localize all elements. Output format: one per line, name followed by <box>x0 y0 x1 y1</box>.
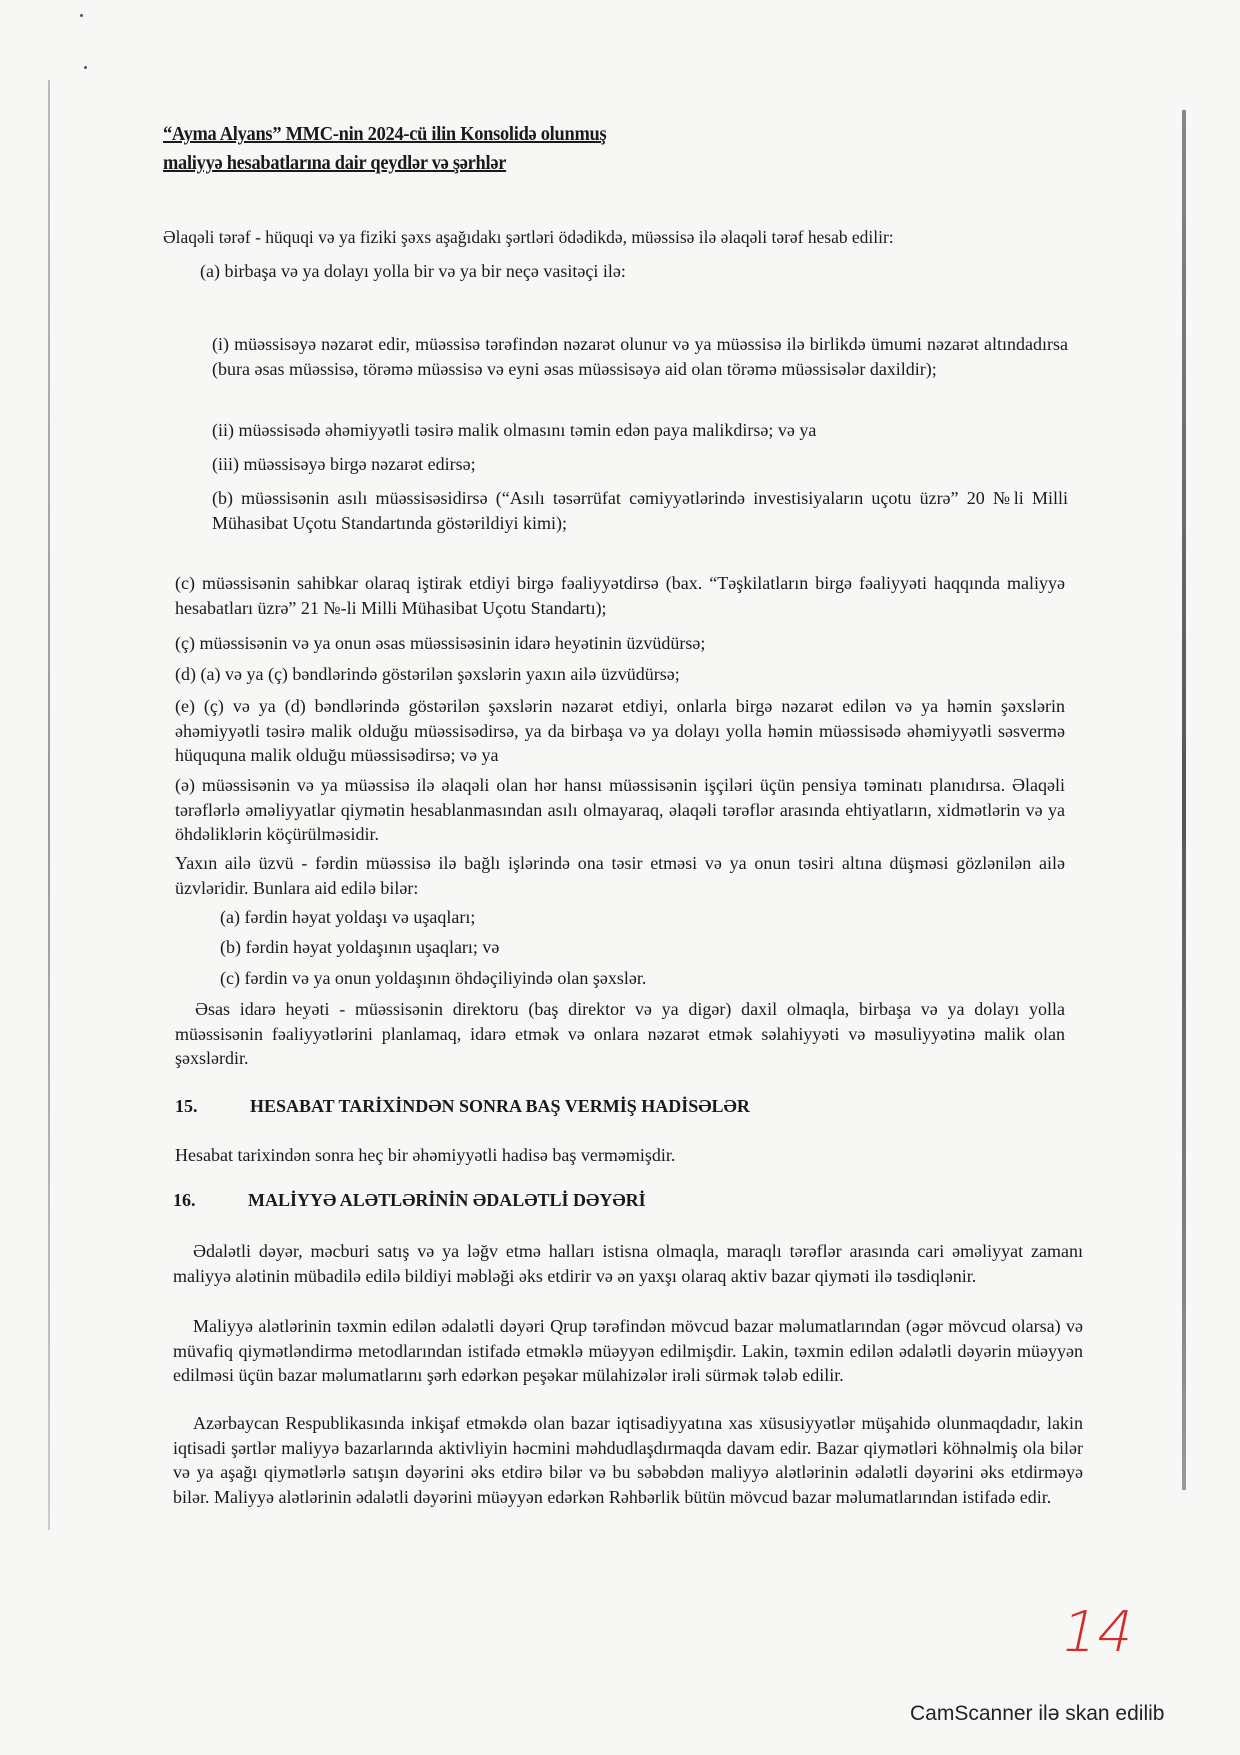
scan-speck <box>84 66 87 69</box>
key-management-definition: Əsas idarə heyəti - müəssisənin direktoru (baş direktor və ya digər) daxil olmaqla, birbaşa və ya dolayı yolla müəssisənin fəaliyyətlərini planlamaq, idarə etmək və onlara nəzarət etmək səlahiyyəti və məsuliyyətinə malik olan şəxslərdir. <box>175 999 1065 1068</box>
section-heading-16: 16. MALİYYƏ ALƏTLƏRİNİN ƏDALƏTLİ DƏYƏRİ <box>173 1190 646 1210</box>
paragraph: Ədalətli dəyər, məcburi satış və ya ləğv etmə halları istisna olmaqla, maraqlı tərəflər arasında cari əməliyyat zamanı maliyyə alətinin mübadilə edilə bildiyi məbləği əks etdirir və ən yaxşı olaraq aktiv bazar qiyməti ilə təsdiqlənir. <box>173 1241 1083 1286</box>
paragraph: Maliyyə alətlərinin təxmin edilən ədalətli dəyəri Qrup tərəfindən mövcud bazar məlumatlarından (əgər mövcud olarsa) və müvafiq qiymətləndirmə metodlarından istifadə etməklə müəyyən edilmişdir. Lakin, təxmin edilən ədalətli dəyərin müəyyən edilməsi üçün bazar məlumatlarını şərh edərkən peşəkar mülahizələr irəli sürmək tələb edilir. <box>173 1316 1083 1385</box>
list-item: (b) fərdin həyat yoldaşının uşaqları; və <box>220 937 500 957</box>
scan-speck <box>80 14 83 17</box>
paragraph: Azərbaycan Respublikasında inkişaf etməkdə olan bazar iqtisadiyyatına xas xüsusiyyətlər müşahidə olunmaqdadır, lakin iqtisadi şərtlər maliyyə bazarlarında aktivliyin həcmini məhdudlaşdırmaqda davam edir. Bazar qiymətləri köhnəlmiş ola bilər və ya aşağı qiymətlərlə satışın dəyərini əks etdirə bilər və bu səbəbdən maliyyə alətlərinin ədalətli dəyərini əks etdirməyə bilər. Maliyyə alətlərinin ədalətli dəyərini müəyyən edərkən Rəhbərlik bütün mövcud bazar məlumatlarından istifadə edir. <box>173 1413 1083 1507</box>
page-edge <box>48 80 50 1530</box>
list-item: (a) birbaşa və ya dolayı yolla bir və ya bir neçə vasitəçi ilə: <box>200 261 626 281</box>
list-item: (b) müəssisənin asılı müəssisəsidirsə (“Asılı təsərrüfat cəmiyyətlərində investisiyaların uçotu üzrə” 20 №li Milli Mühasibat Uçotu Standartında göstərildiyi kimi); <box>212 488 1068 533</box>
list-item: (ə) müəssisənin və ya müəssisə ilə əlaqəli olan hər hansı müəssisənin işçiləri üçün pensiya təminatı planıdırsa. Əlaqəli tərəflərlə əməliyyatlar qiymətin hesablanmasından asılı olmayaraq, əlaqəli tərəflər arasında ehtiyatların, xidmətlərin və ya öhdəliklərin köçürülməsidir. <box>175 775 1065 844</box>
list-item: (c) müəssisənin sahibkar olaraq iştirak etdiyi birgə fəaliyyətdirsə (bax. “Təşkilatların birgə fəaliyyəti haqqında maliyyə hesabatları üzrə” 21 №-li Milli Mühasibat Uçotu Standartı); <box>175 573 1065 618</box>
document-title: “Ayma Alyans” MMC-nin 2024-cü ilin Konsolidə olunmuş maliyyə hesabatlarına dair qeydlər və şərhlər <box>163 123 607 174</box>
list-item: (c) fərdin və ya onun yoldaşının öhdəçiliyində olan şəxslər. <box>220 968 647 988</box>
related-party-definition: Əlaqəli tərəf - hüquqi və ya fiziki şəxs aşağıdakı şərtləri ödədikdə, müəssisə ilə əlaqəli tərəf hesab edilir: <box>163 227 894 247</box>
list-item: (i) müəssisəyə nəzarət edir, müəssisə tərəfindən nəzarət olunur və ya müəssisə ilə birlikdə ümumi nəzarət altındadırsa (bura əsas müəssisə, törəmə müəssisə və eyni əsas müəssisəyə aid olan törəmə müəssisələr daxildir); <box>212 334 1068 379</box>
list-item: (ç) müəssisənin və ya onun əsas müəssisəsinin idarə heyətinin üzvüdürsə; <box>175 633 706 653</box>
list-item: (iii) müəssisəyə birgə nəzarət edirsə; <box>212 454 476 474</box>
list-item: (ii) müəssisədə əhəmiyyətli təsirə malik olmasını təmin edən paya malikdirsə; və ya <box>212 420 817 440</box>
list-item: (d) (a) və ya (ç) bəndlərində göstərilən şəxslərin yaxın ailə üzvüdürsə; <box>175 664 680 684</box>
section-15-text: Hesabat tarixindən sonra heç bir əhəmiyyətli hadisə baş verməmişdir. <box>175 1145 676 1165</box>
scanner-watermark: CamScanner ilə skan edilib <box>910 1702 1165 1725</box>
list-item: (e) (ç) və ya (d) bəndlərində göstərilən şəxslərin nəzarət etdiyi, onlarla birgə nəzarət edilən və ya həmin şəxslərin əhəmiyyətli təsirə malik olduğu müəssisədirsə, ya da birbaşa və ya dolayı yolla həmin müəssisədə əhəmiyyətli səsvermə hüququna malik olduğu müəssisədirsə; və ya <box>175 696 1065 765</box>
list-item: (a) fərdin həyat yoldaşı və uşaqları; <box>220 907 476 927</box>
family-definition: Yaxın ailə üzvü - fərdin müəssisə ilə bağlı işlərində ona təsir etməsi və ya onun təsiri altına düşməsi gözlənilən ailə üzvləridir. Bunlara aid edilə bilər: <box>175 853 1065 898</box>
handwritten-page-number: 14 <box>1055 1600 1141 1665</box>
section-heading-15: 15. HESABAT TARİXİNDƏN SONRA BAŞ VERMİŞ HADİSƏLƏR <box>175 1096 750 1116</box>
page-edge <box>1182 110 1186 1490</box>
